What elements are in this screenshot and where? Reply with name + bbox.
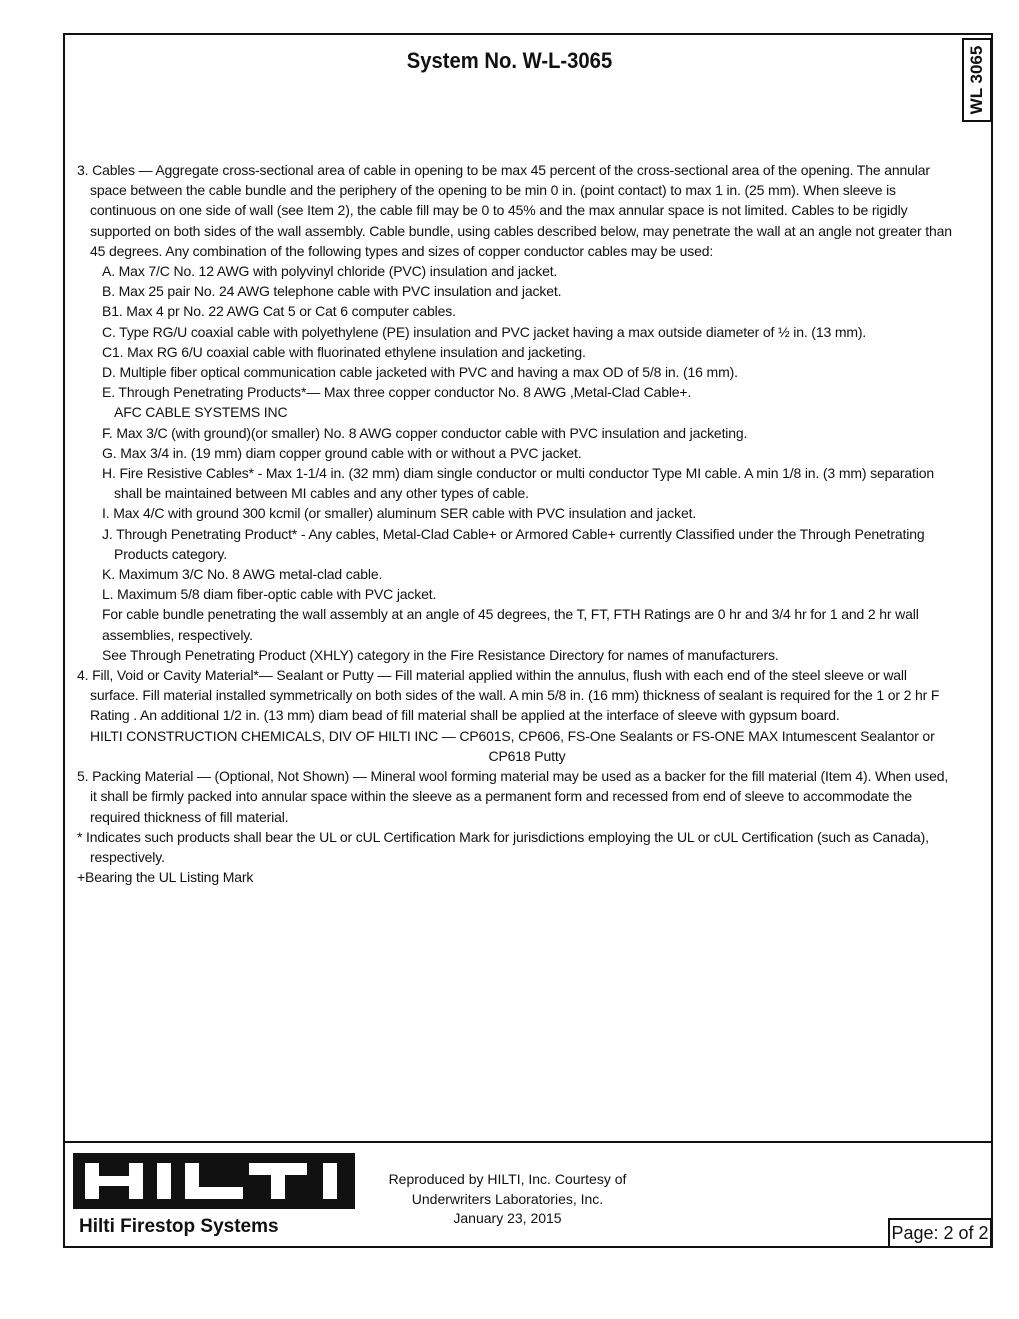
cable-item-b1: B1. Max 4 pr No. 22 AWG Cat 5 or Cat 6 computer cables.	[102, 303, 456, 320]
cable-item-i: I. Max 4/C with ground 300 kcmil (or smaller) aluminum SER cable with PVC insulation and jacket.	[102, 505, 697, 522]
cable-item-g: G. Max 3/4 in. (19 mm) diam copper ground cable with or without a PVC jacket.	[102, 444, 582, 461]
item4-line: 4. Fill, Void or Cavity Material*— Sealant or Putty — Fill material applied within the annulus, flush with each end of the steel sleeve or wall	[77, 667, 907, 684]
item4-line: surface. Fill material installed symmetrically on both sides of the wall. A min 5/8 in. (16 mm) thickness of sealant is required for the 1 or 2 hr F	[90, 687, 940, 704]
cable-item-k: K. Maximum 3/C No. 8 AWG metal-clad cable.	[102, 566, 383, 583]
cable-item-h: H. Fire Resistive Cables* - Max 1-1/4 in. (32 mm) diam single conductor or multi conductor Type MI cable. A min 1/8 in. (3 mm) separation	[102, 465, 934, 482]
item3-line: continuous on one side of wall (see Item 2), the cable fill may be 0 to 45% and the max annular space is not limited. Cables to be rigidly	[90, 202, 908, 219]
cable-item-c1: C1. Max RG 6/U coaxial cable with fluorinated ethylene insulation and jacketing.	[102, 343, 586, 360]
item3-line: space between the cable bundle and the periphery of the opening to be min 0 in. (point contact) to max 1 in. (25 mm). When sleeve is	[90, 182, 896, 199]
cable-item-h-cont: shall be maintained between MI cables and any other types of cable.	[114, 485, 529, 502]
item3-line: supported on both sides of the wall assembly. Cable bundle, using cables described below, may penetrate the wall at an angle not greater than	[90, 222, 952, 239]
cable-item-a: A. Max 7/C No. 12 AWG with polyvinyl chloride (PVC) insulation and jacket.	[102, 263, 558, 280]
item4-line: Rating . An additional 1/2 in. (13 mm) diam bead of fill material shall be applied at the interface of sleeve with gypsum board.	[90, 707, 840, 724]
credit-date: January 23, 2015	[453, 1210, 562, 1226]
hilti-logo-mark	[73, 1153, 355, 1209]
item4-manufacturer: HILTI CONSTRUCTION CHEMICALS, DIV OF HILTI INC — CP601S, CP606, FS-One Sealants or FS-ONE MAX Intumescent Sealantor or	[90, 727, 935, 744]
certification-note-cont: respectively.	[90, 848, 165, 865]
item5-line: 5. Packing Material — (Optional, Not Shown) — Mineral wool forming material may be used as a backer for the fill material (Item 4). When used,	[77, 768, 949, 785]
cable-item-l: L. Maximum 5/8 diam fiber-optic cable with PVC jacket.	[102, 586, 437, 603]
see-directory-note: See Through Penetrating Product (XHLY) category in the Fire Resistance Directory for names of manufacturers.	[102, 646, 779, 663]
cable-item-j: J. Through Penetrating Product* - Any cables, Metal-Clad Cable+ or Armored Cable+ currently Classified under the Through Penetrating	[102, 525, 925, 542]
cable-item-c: C. Type RG/U coaxial cable with polyethylene (PE) insulation and PVC jacket having a max outside diameter of ½ in. (13 mm).	[102, 323, 867, 340]
item5-line: required thickness of fill material.	[90, 808, 289, 825]
cable-item-e: E. Through Penetrating Products*— Max three copper conductor No. 8 AWG ,Metal-Clad Cable+.	[102, 384, 692, 401]
cable-item-d: D. Multiple fiber optical communication cable jacketed with PVC and having a max OD of 5/8 in. (16 mm).	[102, 364, 738, 381]
cable-item-f: F. Max 3/C (with ground)(or smaller) No. 8 AWG copper conductor cable with PVC insulation and jacketing.	[102, 424, 748, 441]
listing-mark-note: +Bearing the UL Listing Mark	[77, 869, 254, 886]
item4-products: CP618 Putty	[488, 747, 566, 764]
page-title: System No. W-L-3065	[406, 48, 613, 73]
side-tab	[962, 38, 992, 122]
cable-item-j-cont: Products category.	[114, 545, 227, 562]
item3-line: 3. Cables — Aggregate cross-sectional area of cable in opening to be max 45 percent of the cross-sectional area of the opening. The annular	[77, 162, 930, 178]
footer-divider	[63, 1141, 993, 1143]
angle-note-cont: assemblies, respectively.	[102, 626, 253, 643]
credit-line: Underwriters Laboratories, Inc.	[411, 1190, 604, 1207]
item5-line: it shall be firmly packed into annular space within the sleeve as a permanent form and recessed from end of sleeve to accommodate the	[90, 788, 913, 805]
certification-note: * Indicates such products shall bear the UL or cUL Certification Mark for jurisdictions employing the UL or cUL Certification (such as Canada),	[77, 828, 929, 845]
reproduction-credit	[380, 1170, 635, 1229]
side-tab-label: WL 3065	[967, 45, 986, 115]
hilti-logo	[73, 1153, 355, 1209]
cable-item-b: B. Max 25 pair No. 24 AWG telephone cable with PVC insulation and jacket.	[102, 283, 562, 300]
item3-line: 45 degrees. Any combination of the following types and sizes of copper conductor cables may be used:	[90, 242, 714, 259]
logo-caption: Hilti Firestop Systems	[79, 1216, 279, 1237]
cable-item-e-manufacturer: AFC CABLE SYSTEMS INC	[114, 404, 288, 421]
page-number: Page: 2 of 2	[888, 1218, 992, 1248]
angle-note: For cable bundle penetrating the wall assembly at an angle of 45 degrees, the T, FT, FTH Ratings are 0 hr and 3/4 hr for 1 and 2 hr wall	[102, 606, 919, 623]
document-body	[77, 160, 967, 887]
credit-line: Reproduced by HILTI, Inc. Courtesy of	[388, 1171, 627, 1187]
